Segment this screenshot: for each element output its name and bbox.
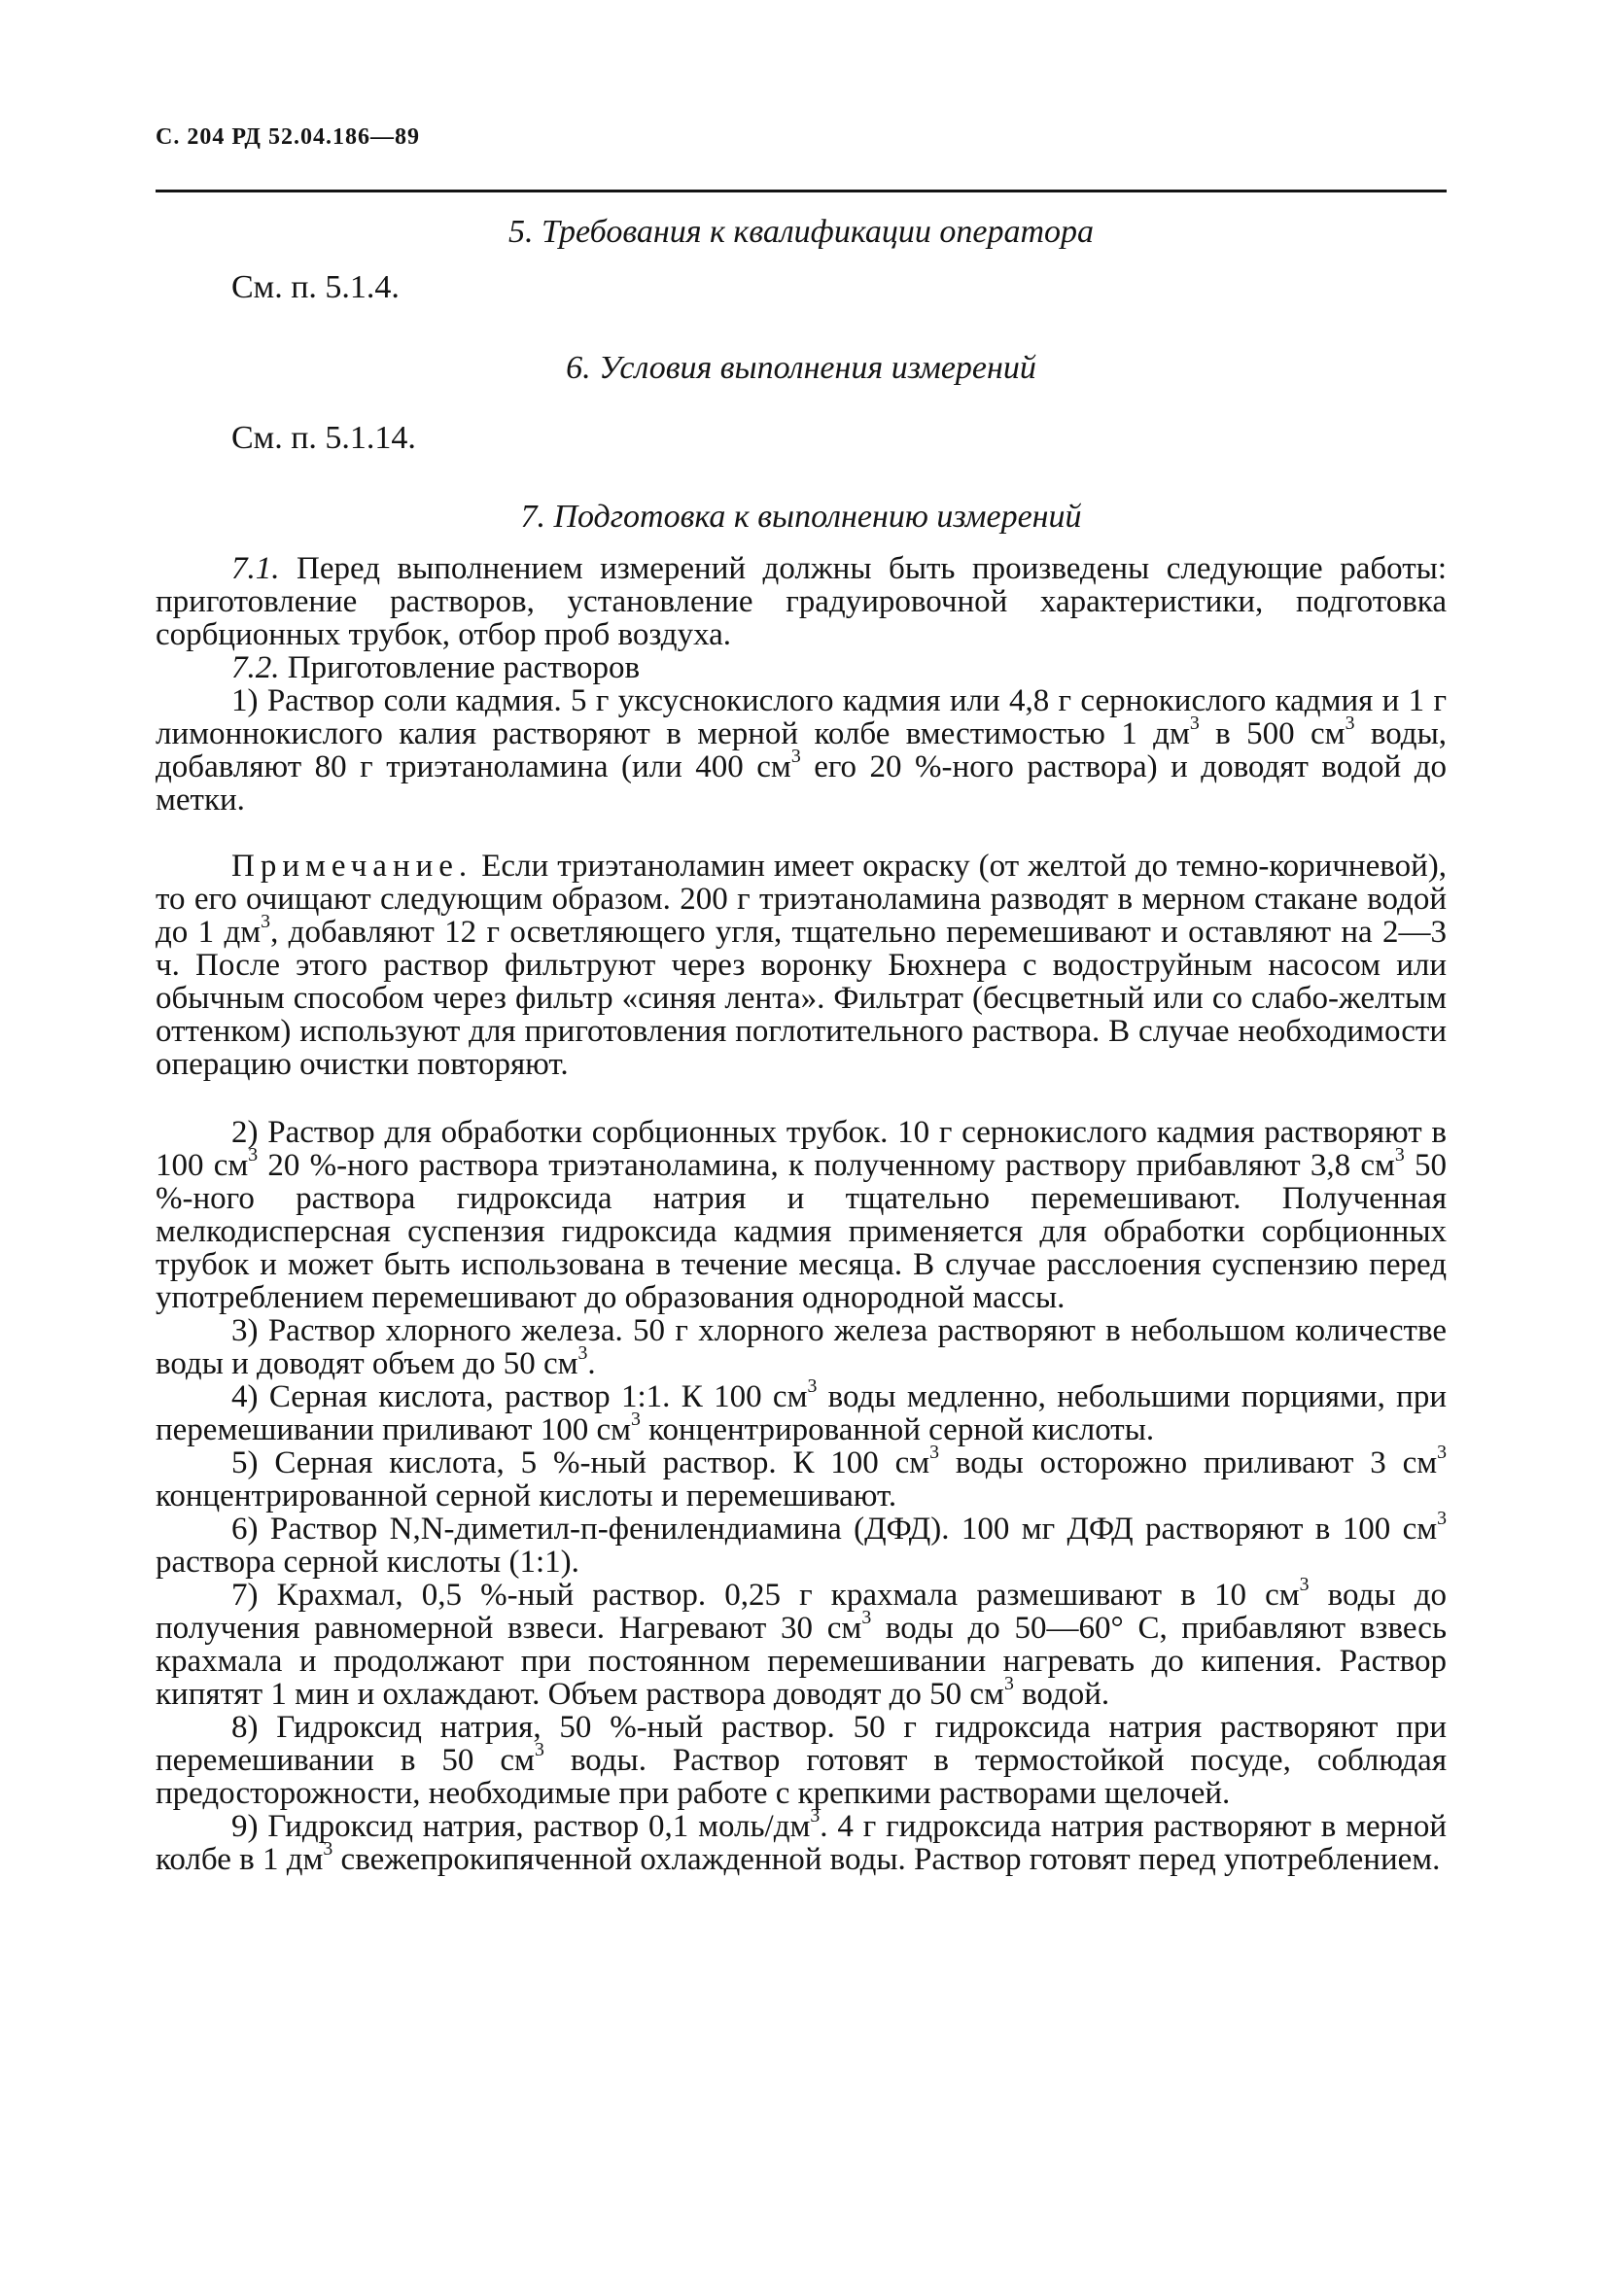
list-item-1: 1) Раствор соли кадмия. 5 г уксуснокислого кадмия или 4,8 г сернокислого кадмия и 1 г лимоннокислого калия растворяют в мерной колбе вместимостью 1 $дм^3$ в 500 $см^3$ воды, добавляют 80 г триэтаноламина (или 400 $см^3$ его 20 %-ного раствора) и доводят водой до метки. [156,683,1448,818]
paragraph-7-2: 7.2. Приготовление растворов [231,650,641,685]
section-6-reference: См. п. 5.1.14. [231,420,416,456]
list-item-5: 5) Серная кислота, 5 %-ный раствор. К 100 $см^3$ воды осторожно приливают 3 $см^3$ концентрированной серной кислоты и перемешивают. [156,1442,1447,1513]
list-item-7: 7) Крахмал, 0,5 %-ный раствор. 0,25 г крахмала размешивают в 10 $см^3$ воды до получения равномерной взвеси. Нагревают 30 $см^3$ воды до 50—60° С, прибавляют взвесь крахмала и продолжают при постоянном перемешивании нагревать до кипения. Раствор кипятят 1 мин и охлаждают. Объем раствора доводят до 50 $см^3$ водой. [156,1574,1447,1712]
header-rule [156,190,1447,192]
paragraph-7-1-number: 7.1. [231,551,280,586]
page-header: С. 204 РД 52.04.186—89 [156,124,420,150]
section-6-text: Условия выполнения измерений [599,350,1036,386]
section-5-reference: См. п. 5.1.4. [231,269,400,305]
paragraph-7-1: 7.1. Перед выполнением измерений должны быть произведены следующие работы: приготовление растворов, установление градуировочной характеристики, подготовка сорбционных трубок, отбор проб воздуха. [156,551,1447,652]
list-item-2: 2) Раствор для обработки сорбционных трубок. 10 г сернокислого кадмия растворяют в 100 $см^3$ 20 %-ного раствора триэтаноламина, к полученному раствору прибавляют 3,8 $см^3$ 50 %-ного раствора гидроксида натрия и тщательно перемешивают. Полученная мелкодисперсная суспензия гидроксида кадмия применяется для обработки сорбционных трубок и может быть использована в течение месяца. В случае расслоения суспензию перед употреблением перемешивают до образования однородной массы. [156,1115,1448,1315]
section-5-title [156,214,1447,251]
section-7-title [156,499,1447,536]
paragraph-7-2-number: 7.2. [231,650,280,685]
list-item-6: 6) Раствор N,N-диметил-п-фенилендиамина (ДФД). 100 мг ДФД растворяют в 100 $см^3$ раствора серной кислоты (1:1). [156,1508,1447,1580]
section-5-text: Требования к квалификации оператора [541,214,1095,250]
section-6-title [156,350,1447,387]
section-5-number: 5. [507,214,534,250]
section-7-number: 7. [520,499,545,535]
list-item-3: 3) Раствор хлорного железа. 50 г хлорного железа растворяют в небольшом количестве воды и доводят объем до 50 $см^3$. [156,1313,1447,1381]
list-item-4: 4) Серная кислота, раствор 1:1. К 100 $см^3$ воды медленно, небольшими порциями, при перемешивании приливают 100 $см^3$ концентрированной серной кислоты. [156,1375,1447,1447]
list-item-8: 8) Гидроксид натрия, 50 %-ный раствор. 50 г гидроксида натрия растворяют при перемешивании в 50 $см^3$ воды. Раствор готовят в термостойкой посуде, соблюдая предосторожности, необходимые при работе с крепкими растворами щелочей. [156,1710,1447,1811]
section-6-number: 6. [566,350,591,386]
document-body [156,552,1447,1876]
note-paragraph: Примечание. Если триэтаноламин имеет окраску (от желтой до темно-коричневой), то его очищают следующим образом. 200 г триэтаноламина разводят в мерном стакане водой до 1 $дм^3$, добавляют 12 г осветляющего угля, тщательно перемешивают и оставляют на 2—3 ч. После этого раствор фильтруют через воронку Бюхнера с водоструйным насосом или обычным способом через фильтр «синяя лента». Фильтрат (бесцветный или со слабо-желтым оттенком) используют для приготовления поглотительного раствора. В случае необходимости операцию очистки повторяют. [156,849,1447,1082]
section-7-text: Подготовка к выполнению измерений [553,499,1082,535]
list-item-9: 9) Гидроксид натрия, раствор 0,1 моль/$дм^3$. 4 г гидроксида натрия растворяют в мерной колбе в 1 $дм^3$ свежепрокипяченной охлажденной воды. Раствор готовят перед употреблением. [156,1805,1447,1877]
note-label: Примечание. [231,849,473,884]
